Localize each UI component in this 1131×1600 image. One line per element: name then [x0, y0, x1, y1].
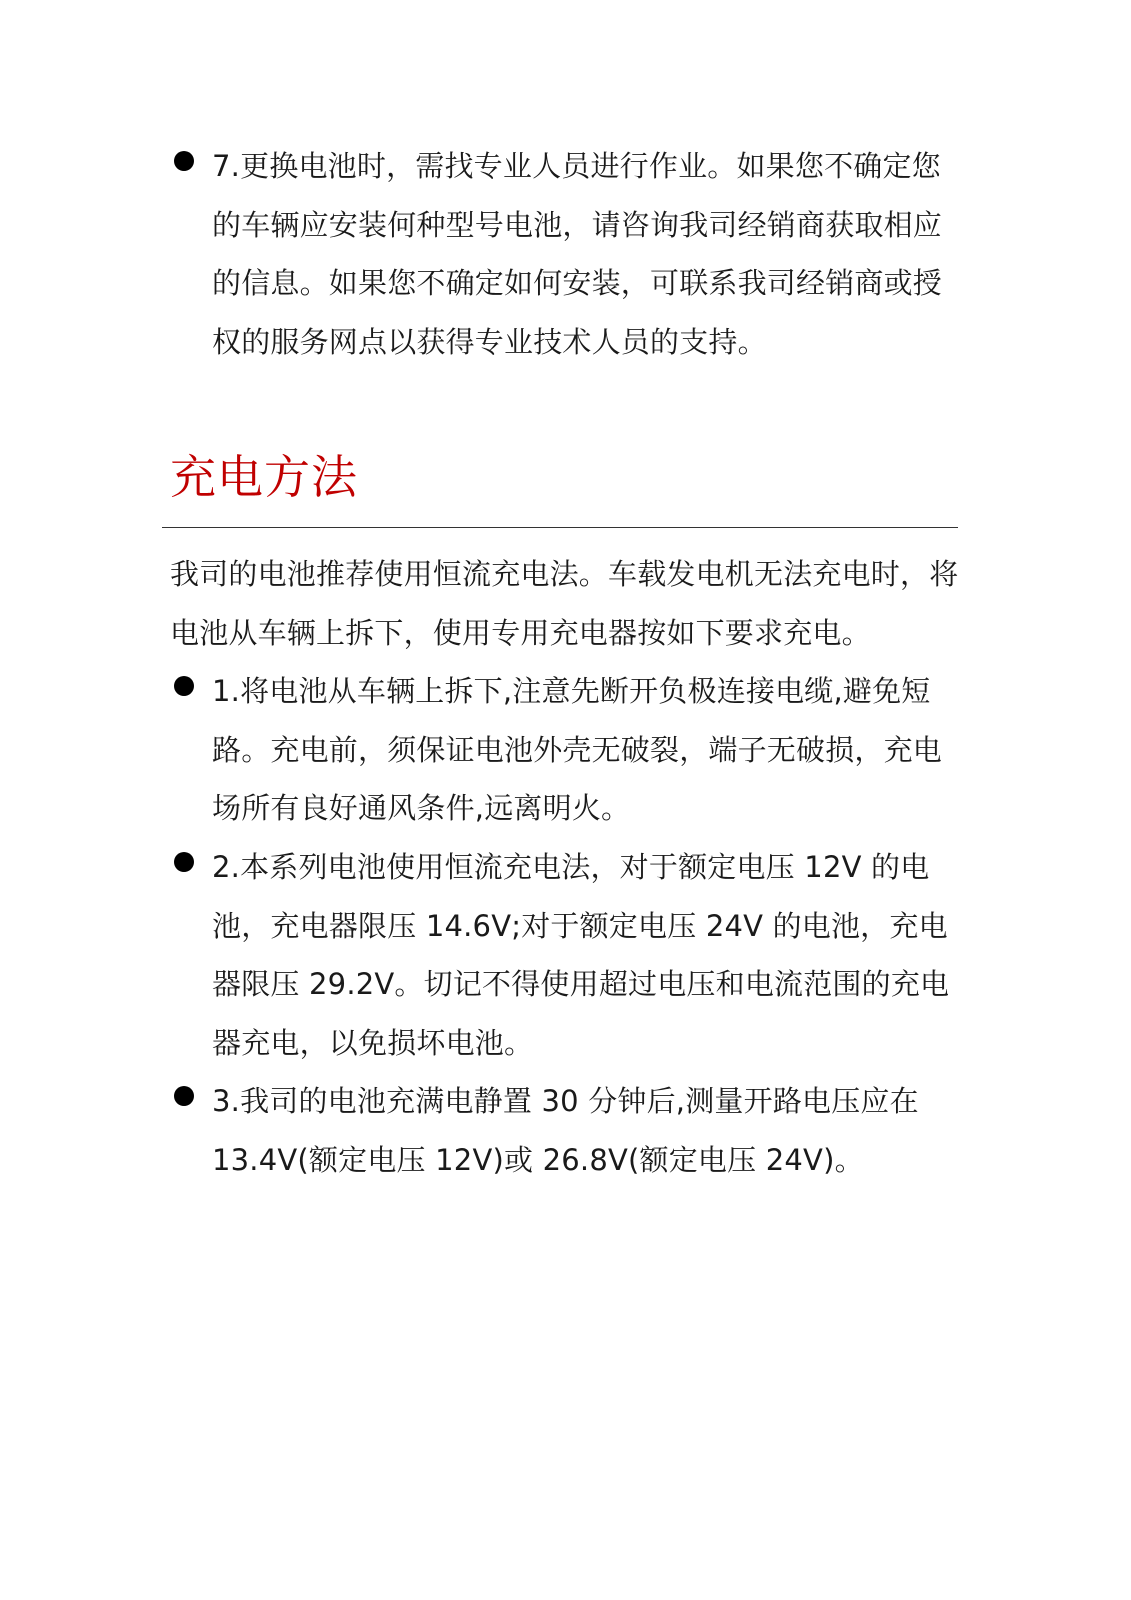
intro-paragraph: 我司的电池推荐使用恒流充电法。车载发电机无法充电时，将电池从车辆上拆下，使用专用充电器按如下要求充电。	[170, 557, 959, 650]
list-item-text: 3.我司的电池充满电静置 30 分钟后,测量开路电压应在13.4V(额定电压 12V)或 26.8V(额定电压 24V)。	[212, 1084, 919, 1177]
section-heading: 充电方法	[170, 450, 358, 504]
heading-divider	[162, 527, 958, 528]
list-item-1	[170, 662, 960, 838]
list-item-2	[170, 838, 960, 1072]
list-item-text: 7.更换电池时，需找专业人员进行作业。如果您不确定您的车辆应安装何种型号电池，请咨询我司经销商获取相应的信息。如果您不确定如何安装，可联系我司经销商或授权的服务网点以获得专业技术人员的支持。	[212, 149, 943, 359]
bullet-dot-icon	[174, 151, 194, 171]
list-item-text: 2.本系列电池使用恒流充电法，对于额定电压 12V 的电池，充电器限压 14.6V;对于额定电压 24V 的电池，充电器限压 29.2V。切记不得使用超过电压和电流范围的充电器充电，以免损坏电池。	[212, 850, 950, 1060]
bullet-dot-icon	[174, 852, 194, 872]
bullet-dot-icon	[174, 1086, 194, 1106]
list-item-7	[170, 137, 960, 371]
list-item-text: 1.将电池从车辆上拆下,注意先断开负极连接电缆,避免短路。充电前，须保证电池外壳无破裂，端子无破损，充电场所有良好通风条件,远离明火。	[212, 674, 943, 825]
list-item-3	[170, 1072, 960, 1189]
bullet-dot-icon	[174, 676, 194, 696]
